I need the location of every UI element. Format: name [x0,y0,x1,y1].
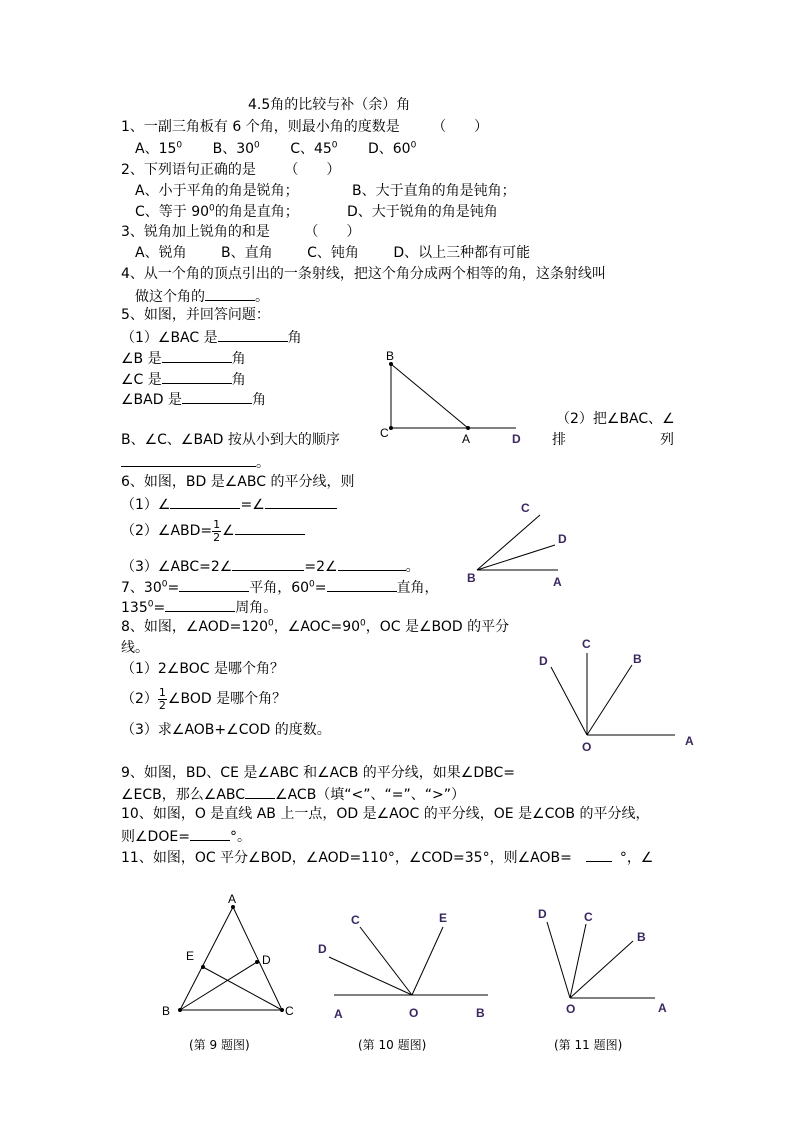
q9-label-a: A [228,892,237,906]
q8-label-a: A [685,734,694,748]
q3-paren: （ ） [304,224,361,240]
q3-stem-text: 3、锐角加上锐角的和是 [121,224,270,240]
q10-line2: 则∠DOE= °。 [121,826,251,846]
q1-option-c: C、$45^0$ [290,140,338,157]
q9-line2: ∠ECB，那么∠ABC ∠ACB（填“<”、“=”、“>”） [121,784,465,804]
q8-part3: （3）求∠AOB+∠COD 的度数。 [121,722,331,738]
q1-option-a: A、$15^0$ [135,140,183,157]
page-title: 4.5角的比较与补（余）角 [248,97,411,113]
q8-line2: 线。 [121,640,149,656]
q5-part-b: ∠B 是 角 [121,348,246,368]
q11-label-b: B [637,930,646,944]
q3-option-d: D、以上三种都有可能 [393,245,531,261]
q5-stem: 5、如图，并回答问题： [121,307,270,323]
q10-label-c: C [351,913,360,927]
q8-label-b: B [633,652,642,666]
q2-option-d: D、大于锐角的角是钝角 [347,204,498,220]
q10-label-b: B [476,1006,485,1020]
q11-line1: 11、如图，OC 平分∠BOD，∠AOD=110°，∠COD=35°，则∠AOB= °，∠ [121,847,653,867]
q8-part1: （1）2∠BOC 是哪个角？ [121,661,284,677]
figure-q11-caption: (第 11 题图) [554,1038,623,1052]
q3-option-c: C、钝角 [307,245,359,261]
q5-label-a: A [462,432,471,446]
q9-label-e: E [186,949,195,963]
q10-label-d: D [318,942,327,956]
q6-part2: （2）∠ABD= $\frac{1}{2}$ ∠ [121,513,305,549]
q1-stem-text: 1、一副三角板有 6 个角，则最小角的度数是 [121,119,400,135]
q2-stem-text: 2、下列语句正确的是 [121,162,256,178]
q2-option-a: A、小于平角的角是锐角； [135,183,299,199]
q11-label-o: O [566,1002,576,1016]
q1-option-d: D、$60^0$ [367,140,417,157]
q1-option-b: B、$30^0$ [212,140,260,157]
q5-part-a: （1）∠BAC 是 角 [121,327,302,347]
q2-option-c: C、等于 $90^0$的角是直角； [135,203,299,220]
q6-label-c: C [521,501,530,515]
q5-part2: （2）把∠BAC、∠ [556,411,675,427]
q11-label-c: C [584,910,593,924]
q5-order-line: 。 [121,452,270,472]
q8-label-c: C [582,637,591,651]
q8-fraction: $\frac{1}{2}$ [158,685,166,712]
q8-label-o: O [582,740,592,754]
q5-part-c: ∠C 是 角 [121,369,246,389]
q7-line1: 7、$30^0=$ 平角，$60^0=$ 直角， [121,577,439,597]
q10-line1: 10、如图，O 是直线 AB 上一点，OD 是∠AOC 的平分线，OE 是∠COB 的平分线， [121,806,650,822]
q6-stem: 6、如图，BD 是∠ABC 的平分线，则 [121,474,355,490]
q5-part-d: ∠BAD 是 角 [121,389,266,409]
q5-label-d: D [512,432,521,446]
q9-label-c: C [285,1004,294,1018]
q6-label-d: D [558,532,567,546]
q4-line2: 做这个角的 。 [135,286,269,306]
q8-label-d: D [539,654,548,668]
q5-pai: 排 [552,432,566,448]
q11-label-a: A [658,1001,667,1015]
figure-q9-caption: (第 9 题图) [189,1038,250,1052]
q8-part2: （2） $\frac{1}{2}$ ∠BOD 是哪个角？ [121,685,287,712]
q8-line1: 8、如图，$\angle AOD=120^0$，$\angle AOC=90^0$，OC 是∠BOD 的平分 [121,618,510,635]
q11-label-d: D [538,907,547,921]
q7-line2: $135^0=$ 周角。 [121,597,277,617]
q5-label-b: B [386,349,395,363]
q10-label-a: A [334,1007,343,1021]
figure-q8 [551,653,675,735]
figure-q6 [477,515,558,570]
q3-option-a: A、锐角 [135,245,187,261]
q1-paren: （ ） [432,119,489,135]
figure-q10 [329,927,488,995]
q10-label-e: E [439,911,448,925]
q9-label-b: B [162,1004,171,1018]
q9-line1: 9、如图，BD、CE 是∠ABC 和∠ACB 的平分线，如果∠DBC= [121,765,515,781]
q2-paren: （ ） [284,162,341,178]
q6-fraction: $\frac{1}{2}$ [213,517,221,544]
q2-option-b: B、大于直角的角是钝角； [352,183,516,199]
q6-label-a: A [553,575,562,589]
figure-q5 [390,363,517,430]
q4-line1: 4、从一个角的顶点引出的一条射线，把这个角分成两个相等的角，这条射线叫 [121,266,606,282]
q3-option-b: B、直角 [221,245,273,261]
q5-label-c: C [380,426,389,440]
q9-label-d: D [262,953,271,967]
q6-part3: （3）∠ABC=2∠ =2∠ 。 [121,556,420,576]
q6-part1: （1）∠ =∠ [121,494,337,514]
q5-part2-cont: B、∠C、∠BAD 按从小到大的顺序 [121,432,340,448]
figure-q10-caption: (第 10 题图) [358,1038,427,1052]
q5-lie: 列 [660,432,674,448]
q6-label-b: B [467,571,476,585]
q10-label-o: O [409,1006,419,1020]
